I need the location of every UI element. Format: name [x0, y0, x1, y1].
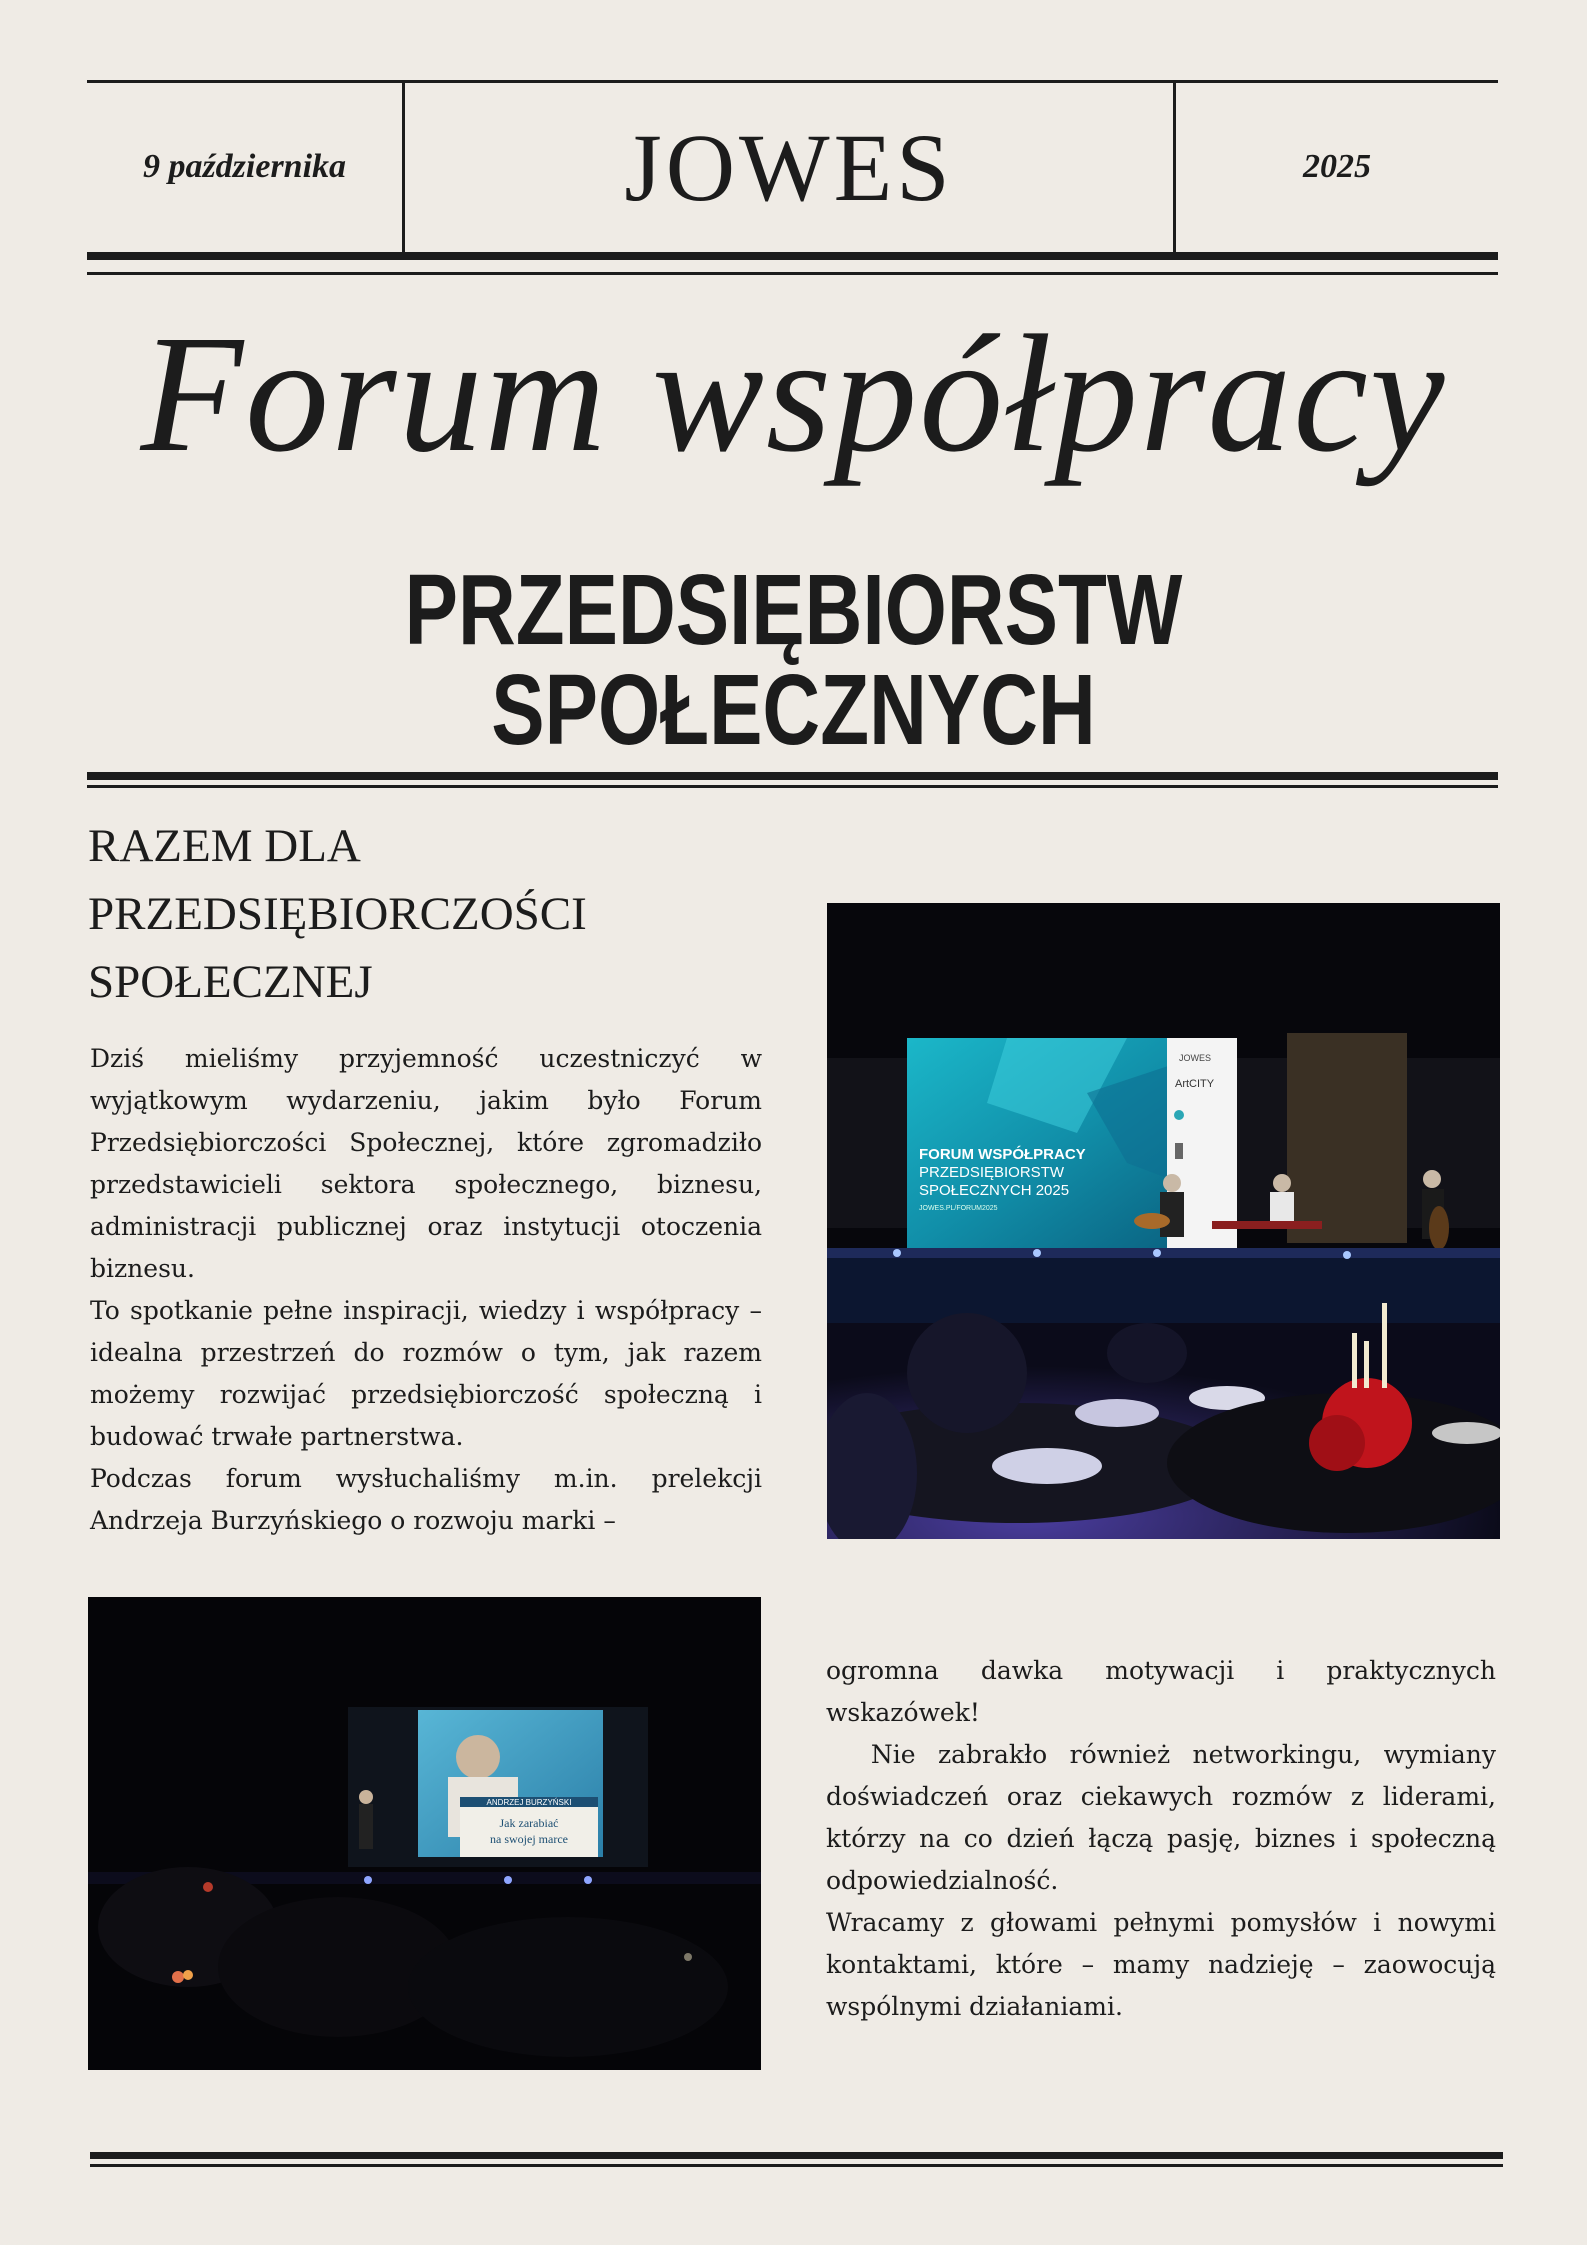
slide-talk-title-2: na swojej marce	[490, 1832, 568, 1846]
sponsor-logo-artcity: ArtCITY	[1175, 1078, 1215, 1090]
article-right-column	[826, 1650, 1504, 2028]
headline-script: Forum współpracy	[140, 301, 1447, 487]
screen-title-line-1: FORUM WSPÓŁPRACY	[919, 1146, 1086, 1163]
issue-date: 9 października	[142, 148, 347, 185]
heading-line-1: RAZEM DLA	[88, 820, 361, 872]
headline-caps: PRZEDSIĘBIORSTW SPOŁECZNYCH	[404, 554, 1183, 766]
footer-rule-thin	[90, 2164, 1503, 2167]
slide-talk-title-1: Jak zarabiać	[499, 1816, 559, 1830]
article-paragraph: Dziś mieliśmy przyjemność uczestniczyć w wyjątkowym wydarzeniu, jakim było Forum Przedsiębiorczości Społecznej, które zgromadziło przedstawicieli sektora społecznego, biznesu, administracji publicznej oraz instytucji otoczenia biznesu.	[90, 1044, 762, 1283]
title-rule-thin	[87, 785, 1498, 788]
screen-url: JOWES.PL/FORUM2025	[919, 1205, 998, 1212]
issue-year: 2025	[1303, 148, 1371, 185]
article-paragraph: To spotkanie pełne inspiracji, wiedzy i współpracy – idealna przestrzeń do rozmów o tym, jak razem możemy rozwijać przedsiębiorczość społeczną i budować trwałe partnerstwa.	[90, 1296, 762, 1451]
article-paragraph: Podczas forum wysłuchaliśmy m.in. prelekcji Andrzeja Burzyńskiego o rozwoju marki –	[90, 1464, 762, 1535]
header-bottom-rule-thin	[87, 272, 1498, 275]
article-left-column	[90, 1038, 762, 1542]
article-paragraph: Wracamy z głowami pełnymi pomysłów i nowymi kontaktami, które – mamy nadzieję – zaowocują wspólnymi działaniami.	[826, 1908, 1496, 2021]
title-rule-thick	[87, 772, 1498, 780]
masthead-title: JOWES	[624, 113, 954, 221]
heading-line-2: PRZEDSIĘBIORCZOŚCI	[88, 888, 587, 940]
article-paragraph: Nie zabrakło również networkingu, wymiany doświadczeń oraz ciekawych rozmów z liderami, którzy na co dzień łączą pasję, biznes i społeczną odpowiedzialność.	[826, 1740, 1504, 1895]
lecture-photo	[88, 1597, 761, 2070]
screen-title-line-2: PRZEDSIĘBIORSTW	[919, 1164, 1065, 1181]
header-bottom-rule-thick	[87, 252, 1498, 260]
article-paragraph: ogromna dawka motywacji i praktycznych wskazówek!	[826, 1656, 1496, 1727]
screen-title-line-3: SPOŁECZNYCH 2025	[919, 1182, 1070, 1199]
section-heading	[88, 812, 688, 1016]
stage-photo	[827, 903, 1500, 1539]
slide-speaker-name: ANDRZEJ BURZYŃSKI	[486, 1798, 572, 1807]
sponsor-logo-jowes: JOWES	[1179, 1053, 1212, 1063]
footer-rule-thick	[90, 2152, 1503, 2159]
heading-line-3: SPOŁECZNEJ	[88, 956, 373, 1008]
